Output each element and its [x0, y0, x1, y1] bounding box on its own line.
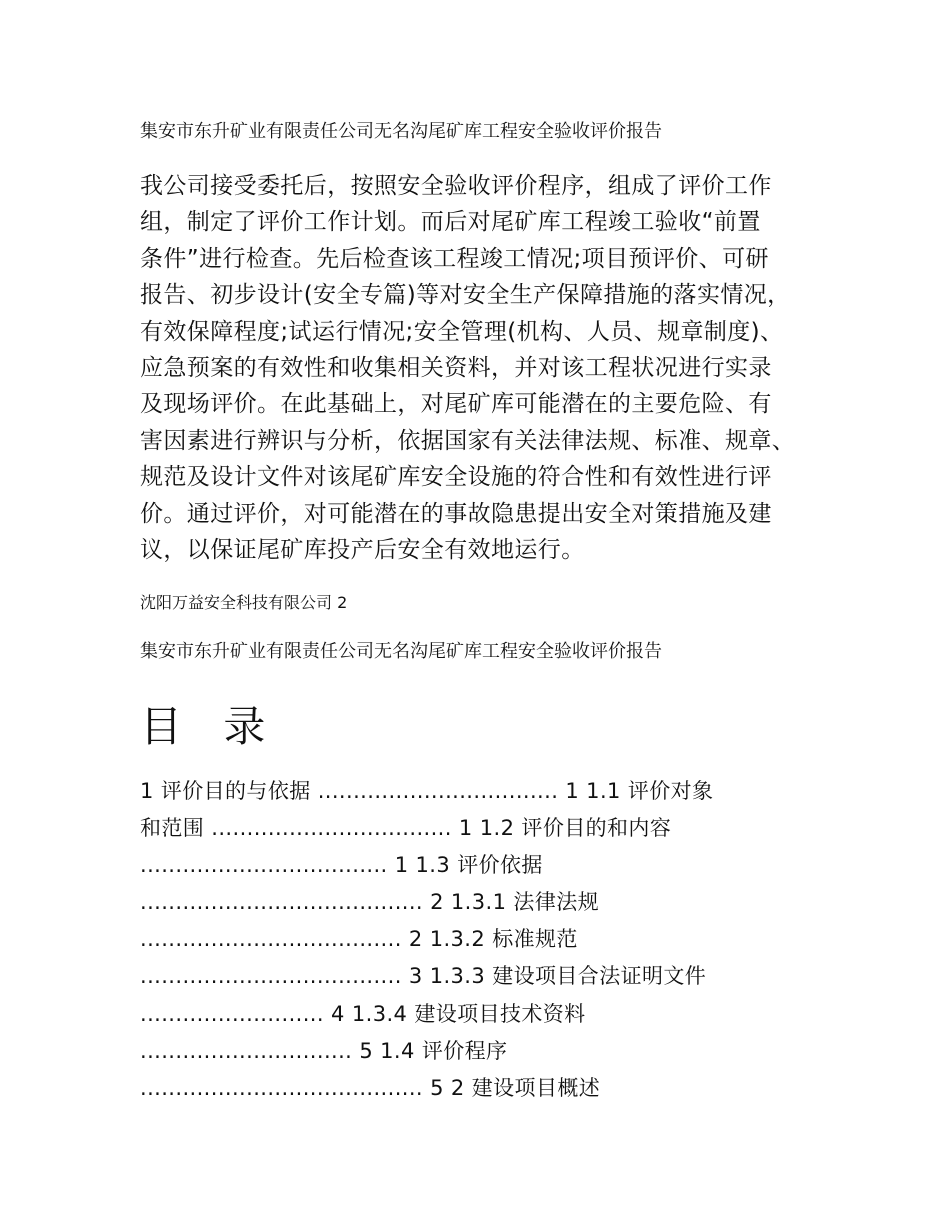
- toc-line[interactable]: 1 评价目的与依据 .................................. 1 1.1 评价对象: [140, 779, 714, 803]
- toc-title: 目 录: [140, 702, 280, 751]
- body-line: 应急预案的有效性和收集相关资料，并对该工程状况进行实录: [140, 355, 772, 382]
- toc-line[interactable]: ................................... 1 1.3 评价依据: [140, 853, 543, 878]
- toc-line[interactable]: ........................................ 5 2 建设项目概述: [140, 1075, 601, 1100]
- body-line: 条件”进行检查。先后检查该工程竣工情况;项目预评价、可研: [140, 245, 769, 272]
- body-line: 价。通过评价，对可能潜在的事故隐患提出安全对策措施及建: [140, 500, 772, 527]
- body-line: 有效保障程度;试运行情况;安全管理(机构、人员、规章制度)、: [140, 318, 784, 345]
- body-line: 报告、初步设计(安全专篇)等对安全生产保障措施的落实情况，: [140, 282, 791, 309]
- body-paragraph: [140, 168, 820, 568]
- toc-line[interactable]: .......................... 4 1.3.4 建设项目技术资料: [140, 1001, 586, 1026]
- toc-line[interactable]: .............................. 5 1.4 评价程序: [140, 1038, 508, 1063]
- toc-line[interactable]: ..................................... 3 1.3.3 建设项目合法证明文件: [140, 964, 707, 989]
- body-line: 组，制定了评价工作计划。而后对尾矿库工程竣工验收“前置: [140, 209, 761, 236]
- table-of-contents: [140, 773, 820, 1107]
- body-line: 我公司接受委托后，按照安全验收评价程序，组成了评价工作: [140, 173, 772, 199]
- body-line: 及现场评价。在此基础上，对尾矿库可能潜在的主要危险、有: [140, 391, 772, 418]
- body-line: 规范及设计文件对该尾矿库安全设施的符合性和有效性进行评: [140, 464, 772, 491]
- page-header: 集安市东升矿业有限责任公司无名沟尾矿库工程安全验收评价报告: [140, 121, 662, 142]
- page-header-2: 集安市东升矿业有限责任公司无名沟尾矿库工程安全验收评价报告: [140, 641, 662, 662]
- toc-line[interactable]: 和范围 .................................. 1 1.2 评价目的和内容: [140, 816, 672, 841]
- toc-line[interactable]: ..................................... 2 1.3.2 标准规范: [140, 927, 578, 952]
- body-line: 害因素进行辨识与分析，依据国家有关法律法规、标准、规章、: [140, 427, 796, 454]
- page-footer: 沈阳万益安全科技有限公司 2: [140, 593, 348, 612]
- toc-line[interactable]: ........................................ 2 1.3.1 法律法规: [140, 890, 600, 915]
- body-line: 议，以保证尾矿库投产后安全有效地运行。: [140, 537, 585, 564]
